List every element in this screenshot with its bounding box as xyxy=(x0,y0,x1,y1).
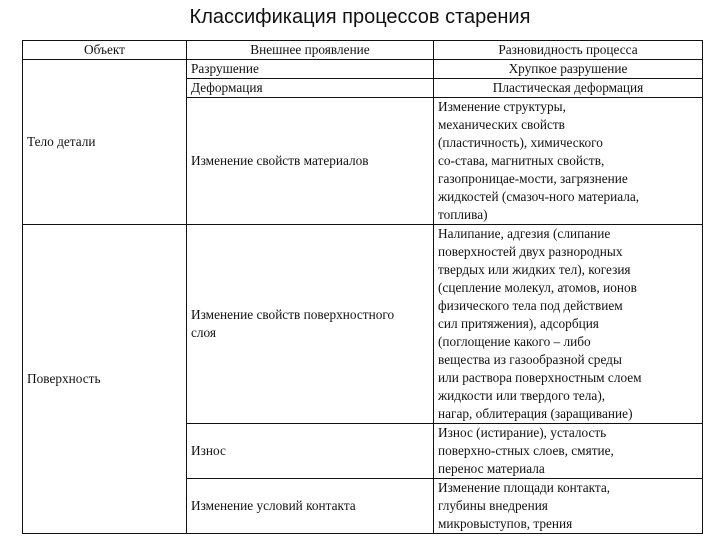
manifestation-cell: Изменение свойств поверхностного слоя xyxy=(187,225,434,424)
manifestation-cell: Изменение свойств материалов xyxy=(187,98,434,225)
table-header-row xyxy=(23,41,703,60)
table-row xyxy=(23,60,703,79)
manifestation-cell: Деформация xyxy=(187,79,434,98)
process-cell: Хрупкое разрушение xyxy=(434,60,703,79)
object-cell: Тело детали xyxy=(23,60,187,225)
process-cell: Налипание, адгезия (слипание поверхностей двух разнородных твердых или жидких тел), когезия (сцепление молекул, атомов, ионов физического тела под действием сил притяжения), адсорбция (поглощение какого – либо вещества из газообразной среды или раствора поверхностным слоем жидкости или твердого тела), нагар, облитерация (заращивание) xyxy=(434,225,703,424)
process-cell: Изменение структуры, механических свойств (пластичность), химического со-става, магнитных свойств, газопроницае-мости, загрязнение жидкостей (смазоч-ного материала, топлива) xyxy=(434,98,703,225)
table-row xyxy=(23,225,703,424)
object-cell: Поверхность xyxy=(23,225,187,534)
header-process: Разновидность процесса xyxy=(434,41,703,60)
manifestation-cell: Изменение условий контакта xyxy=(187,479,434,534)
header-object: Объект xyxy=(23,41,187,60)
process-cell: Пластическая деформация xyxy=(434,79,703,98)
manifestation-cell: Разрушение xyxy=(187,60,434,79)
aging-process-table xyxy=(22,40,703,534)
process-cell: Износ (истирание), усталость поверхно-стных слоев, смятие, перенос материала xyxy=(434,424,703,479)
slide-title: Классификация процессов старения xyxy=(189,6,531,28)
process-cell: Изменение площади контакта, глубины внедрения микровыступов, трения xyxy=(434,479,703,534)
manifestation-cell: Износ xyxy=(187,424,434,479)
header-manifestation: Внешнее проявление xyxy=(187,41,434,60)
